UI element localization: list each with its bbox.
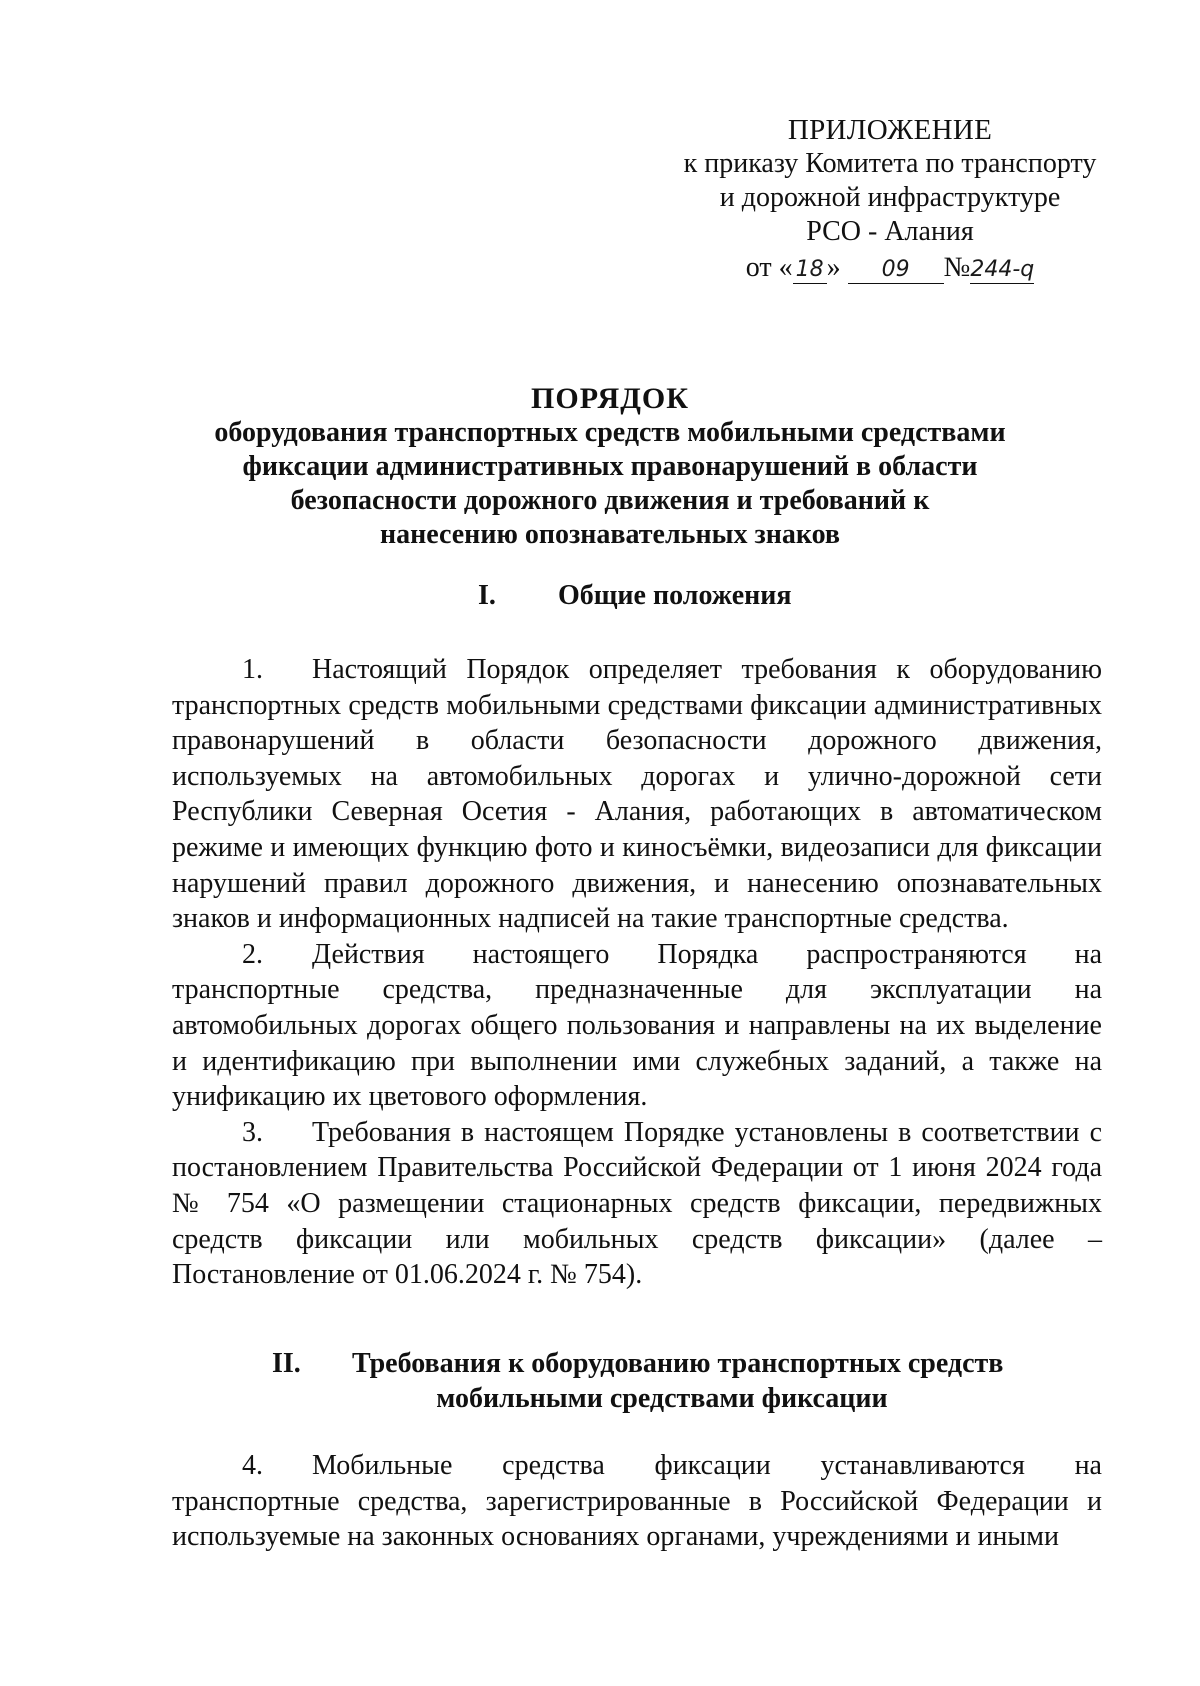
paragraph-number: 2. [242,938,263,970]
document-title [160,382,1060,552]
annex-line-3: РСО - Алания [806,216,974,247]
date-prefix: от « [745,252,793,283]
paragraph-2 [172,937,1102,1115]
order-number-handwritten: 244-q [970,257,1035,282]
section-2-title-line-1: Требования к оборудованию транспортных средств [352,1348,1004,1379]
section-2-body [172,1448,1102,1555]
annex-line-2: и дорожной инфраструктуре [719,182,1061,213]
order-date-line [660,251,1120,285]
section-1-title: Общие положения [558,580,792,611]
title-main: ПОРЯДОК [531,382,689,415]
annex-line-1: к приказу Комитета по транспорту [683,148,1097,179]
paragraph-number: 4. [242,1450,263,1481]
section-2-number: II. [272,1348,301,1379]
date-day-handwritten: 18 [793,257,827,284]
section-1-heading [478,578,792,613]
section-2-title-line-2: мобильными средствами фиксации [436,1383,888,1414]
number-label: № [943,252,971,283]
paragraph-text: Мобильные средства фиксации устанавливаются на транспортные средства, зарегистрированные в Российской Федерации и используемые на законных основаниях органами, учреждениями и иными [172,1450,1102,1553]
paragraph-text: Настоящий Порядок определяет требования к оборудованию транспортных средств мобильными средствами фиксации административных правонарушений в области безопасности дорожного движения, используемых на автомобильных дорогах и улично-дорожной сети Республики Северная Осетия - Алания, работающих в автоматическом режиме и имеющих функцию фото и киносъёмки, видеозаписи для фиксации нарушений правил дорожного движения, и нанесению опознавательных знаков и информационных надписей на такие транспортные средства. [172,654,1102,935]
paragraph-4 [172,1448,1102,1555]
paragraph-text: Действия настоящего Порядка распространяются на транспортные средства, предназначенные для эксплуатации на автомобильных дорогах общего пользования и направлены на их выделение и идентификацию при выполнении ими служебных заданий, а также на унификацию их цветового оформления. [172,938,1102,1113]
section-1-body [172,652,1102,1293]
paragraph-3 [172,1115,1102,1293]
section-1-number: I. [478,580,496,611]
paragraph-1 [172,652,1102,937]
section-2-heading [272,1346,1012,1416]
paragraph-number: 1. [242,654,263,685]
annex-heading: ПРИЛОЖЕНИЕ [787,114,993,146]
date-mid: » [826,252,841,283]
title-line-2: фиксации административных правонарушений в области [242,451,978,482]
annex-block [660,113,1120,285]
date-month-handwritten: 09 [848,257,944,284]
title-line-3: безопасности дорожного движения и требований к [290,485,930,516]
title-line-1: оборудования транспортных средств мобильными средствами [214,417,1006,448]
title-line-4: нанесению опознавательных знаков [379,519,841,550]
paragraph-number: 3. [242,1116,263,1148]
paragraph-text: Требования в настоящем Порядке установлены в соответствии с постановлением Правительства Российской Федерации от 1 июня 2024 года № 754 «О размещении стационарных средств фиксации, передвижных средств фиксации или мобильных средств фиксации» (далее – Постановление от 01.06.2024 г. № 754). [172,1116,1102,1291]
